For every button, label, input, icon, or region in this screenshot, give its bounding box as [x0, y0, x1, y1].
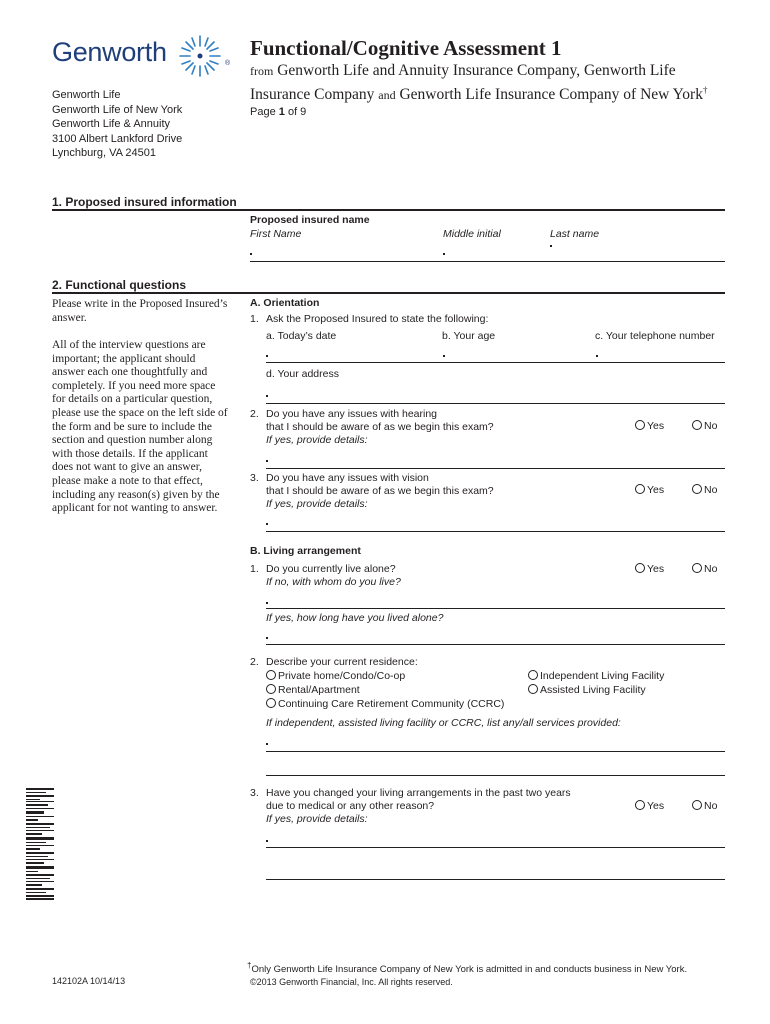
a2-details-field[interactable]: [266, 460, 268, 462]
question-b2-text: Describe your current residence:: [266, 656, 418, 668]
radio-icon[interactable]: [635, 800, 645, 810]
a1-underline: [266, 362, 725, 363]
b2-underline: [266, 751, 725, 752]
telephone-field[interactable]: [596, 355, 598, 357]
a3-yes-option[interactable]: [635, 484, 664, 496]
footer-dagger: †: [247, 961, 252, 970]
a2-underline: [266, 468, 725, 469]
radio-icon[interactable]: [692, 800, 702, 810]
question-a3-line1: Do you have any issues with vision: [266, 472, 429, 484]
address-line: 3100 Albert Lankford Drive: [52, 132, 183, 145]
subtitle-line2a: Insurance Company: [250, 86, 375, 104]
b2-details-field[interactable]: [266, 743, 268, 745]
residence-option-ccrc[interactable]: [266, 698, 504, 710]
first-name-field[interactable]: [250, 253, 252, 255]
a3-no-option[interactable]: [692, 484, 717, 496]
a2-details-label: If yes, provide details:: [266, 434, 368, 446]
a3-details-label: If yes, provide details:: [266, 498, 368, 510]
footer-note: [247, 961, 737, 975]
question-number: 1.: [250, 563, 259, 575]
a2-yes-option[interactable]: [635, 420, 664, 432]
dagger-mark: †: [702, 85, 708, 95]
company-address: [52, 88, 182, 161]
no-label: No: [704, 484, 718, 496]
section2-heading: 2. Functional questions: [52, 278, 187, 292]
section1-heading: 1. Proposed insured information: [52, 195, 237, 209]
question-number: 3.: [250, 472, 259, 484]
middle-initial-field[interactable]: [443, 253, 445, 255]
b3-details-label: If yes, provide details:: [266, 813, 368, 825]
todays-date-label: a. Today’s date: [266, 330, 337, 342]
a2-no-option[interactable]: [692, 420, 717, 432]
question-number: 2.: [250, 408, 259, 420]
residence-option-independent[interactable]: [528, 670, 664, 682]
b2-underline-2: [266, 775, 725, 776]
option-label: Assisted Living Facility: [540, 684, 646, 696]
registered-mark: ®: [225, 60, 231, 67]
instructions-long: All of the interview questions are important; the applicant should answer each one thoughtfully and completely. If you need more space for details on a particular question, please use the space on the left side of the form and be sure to include the section and question number along with those details. If the applicant does not want to give an answer, please make a note to that effect, including any reason(s) given by the applicant for not wanting to answer.: [52, 339, 228, 515]
a3-underline: [266, 531, 725, 532]
form-subtitle: [250, 61, 750, 105]
b1-howlong-field[interactable]: [266, 637, 268, 639]
question-a3-line2: that I should be aware of as we begin this exam?: [266, 485, 494, 497]
b3-yes-option[interactable]: [635, 800, 664, 812]
radio-icon[interactable]: [635, 563, 645, 573]
b3-underline-2: [266, 879, 725, 880]
b3-no-option[interactable]: [692, 800, 717, 812]
radio-icon[interactable]: [635, 420, 645, 430]
option-label: Independent Living Facility: [540, 670, 665, 682]
todays-date-field[interactable]: [266, 355, 268, 357]
question-number: 2.: [250, 656, 259, 668]
address-line: Genworth Life: [52, 89, 121, 101]
yes-label: Yes: [647, 484, 665, 496]
radio-icon[interactable]: [635, 484, 645, 494]
a3-details-field[interactable]: [266, 523, 268, 525]
radio-icon[interactable]: [266, 670, 276, 680]
question-number: 3.: [250, 787, 259, 799]
footer-note-text: Only Genworth Life Insurance Company of New York is admitted in and conducts business in New York.: [251, 964, 688, 976]
b1-whom-field[interactable]: [266, 602, 268, 604]
question-b3-line2: due to medical or any other reason?: [266, 800, 435, 812]
page-suffix: of 9: [287, 106, 307, 118]
address-line: Genworth Life of New York: [52, 103, 183, 116]
telephone-label: c. Your telephone number: [595, 330, 715, 342]
genworth-logo-icon: [176, 32, 224, 80]
genworth-logo-text: Genworth: [52, 37, 167, 67]
no-label: No: [704, 563, 718, 575]
yes-label: Yes: [647, 420, 665, 432]
b3-underline: [266, 847, 725, 848]
b1-underline: [266, 608, 725, 609]
barcode-icon: [26, 788, 54, 900]
section-b-heading: B. Living arrangement: [250, 545, 361, 557]
address-line: Lynchburg, VA 24501: [52, 147, 156, 159]
question-b3-line1: Have you changed your living arrangements in the past two years: [266, 787, 571, 799]
residence-option-assisted[interactable]: [528, 684, 646, 696]
page-number: 1: [278, 106, 285, 118]
yes-label: Yes: [647, 563, 665, 575]
proposed-insured-name-label: Proposed insured name: [250, 214, 370, 226]
middle-initial-label: Middle initial: [443, 228, 501, 240]
radio-icon[interactable]: [692, 420, 702, 430]
question-a2-line1: Do you have any issues with hearing: [266, 408, 438, 420]
subtitle-and: and: [378, 88, 396, 103]
last-name-label: Last name: [550, 228, 600, 240]
b1-yes-option[interactable]: [635, 563, 664, 575]
b3-details-field[interactable]: [266, 840, 268, 842]
address-line: Genworth Life & Annuity: [52, 118, 171, 130]
subtitle-from: from: [250, 64, 274, 78]
subtitle-line2b: Genworth Life Insurance Company of New York: [399, 86, 703, 104]
name-underline: [250, 261, 725, 262]
residence-option-rental[interactable]: [266, 684, 360, 696]
option-label: Private home/Condo/Co-op: [278, 670, 406, 682]
page-prefix: Page: [250, 106, 276, 118]
last-name-field[interactable]: [550, 245, 552, 247]
your-address-field[interactable]: [266, 395, 268, 397]
copyright: ©2013 Genworth Financial, Inc. All rights reserved.: [250, 977, 453, 987]
question-b1-line3: If yes, how long have you lived alone?: [266, 612, 444, 624]
radio-icon[interactable]: [528, 684, 538, 694]
page-indicator: [250, 106, 306, 118]
radio-icon[interactable]: [266, 698, 276, 708]
question-b1-line1: Do you currently live alone?: [266, 563, 396, 575]
option-label: Rental/Apartment: [278, 684, 360, 696]
b1-underline-2: [266, 644, 725, 645]
radio-icon[interactable]: [692, 563, 702, 573]
subtitle-line1: Genworth Life and Annuity Insurance Company, Genworth Life: [277, 62, 676, 79]
no-label: No: [704, 420, 718, 432]
form-id: 142102A 10/14/13: [52, 976, 126, 986]
question-number: 1.: [250, 313, 259, 325]
instructions-short: Please write in the Proposed Insured’s answer.: [52, 298, 228, 324]
option-label: Continuing Care Retirement Community (CCRC): [278, 698, 505, 710]
question-b1-line2: If no, with whom do you live?: [266, 576, 401, 588]
b2-details-label: If independent, assisted living facility or CCRC, list any/all services provided:: [266, 717, 621, 729]
yes-label: Yes: [647, 800, 665, 812]
residence-option-private[interactable]: [266, 670, 405, 682]
first-name-label: First Name: [250, 228, 302, 240]
section-a-heading: A. Orientation: [250, 297, 320, 309]
radio-icon[interactable]: [266, 684, 276, 694]
address-underline: [266, 403, 725, 404]
no-label: No: [704, 800, 718, 812]
question-a1-text: Ask the Proposed Insured to state the following:: [266, 313, 489, 325]
section1-rule: [52, 209, 725, 211]
your-age-label: b. Your age: [442, 330, 496, 342]
radio-icon[interactable]: [692, 484, 702, 494]
your-age-field[interactable]: [443, 355, 445, 357]
b1-no-option[interactable]: [692, 563, 717, 575]
radio-icon[interactable]: [528, 670, 538, 680]
your-address-label: d. Your address: [266, 368, 339, 380]
section2-rule: [52, 292, 725, 294]
form-title: Functional/Cognitive Assessment 1: [250, 36, 562, 60]
question-a2-line2: that I should be aware of as we begin this exam?: [266, 421, 494, 433]
